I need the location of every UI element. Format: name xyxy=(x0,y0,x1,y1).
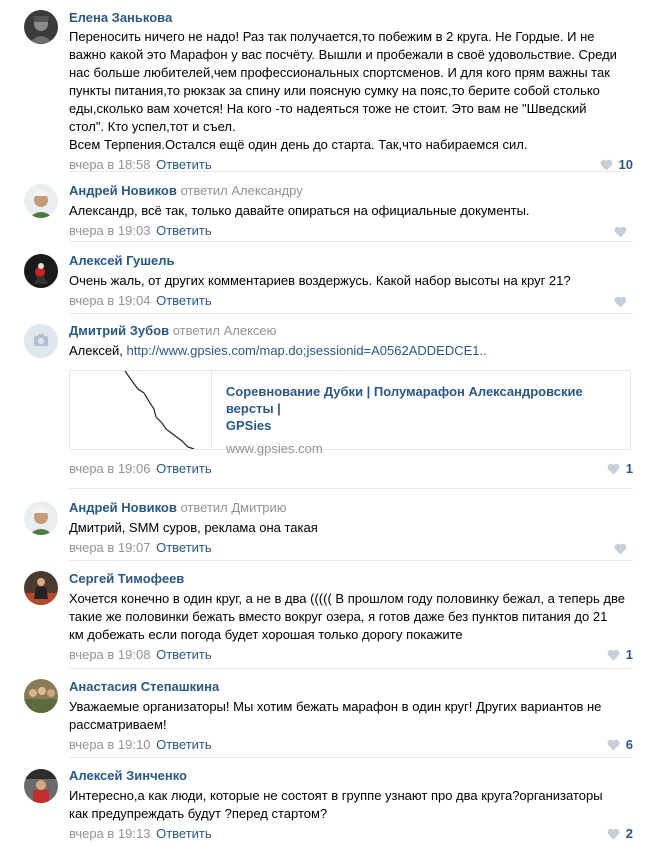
comment-time[interactable]: вчера в 19:03 xyxy=(69,223,151,238)
reply-button[interactable]: Ответить xyxy=(156,737,212,752)
camera-icon xyxy=(24,324,58,358)
comment xyxy=(0,758,657,840)
avatar[interactable] xyxy=(24,501,58,535)
comment-text: Переносить ничего не надо! Раз так получается,то побежим в 2 круга. Не Гордые. И не важно какой это Марафон у вас посчёту. Вышли и пробежали в своё удовольствие. Среди нас больше любителей,чем профессиональных спортсменов. И для кого прям важны так пункты питания,то рюкзак за спину или поясную сумку на пояс,то берите собой столько еды,сколько вам хочется! На кого -то надеяться тоже не стоит. Это вам не "Шведский стол". Кто успел,тот и съел. Всем Терпения.Остался ещё один день до старта. Так,что набираемся сил. xyxy=(69,29,617,152)
like-count: 2 xyxy=(625,826,633,841)
heart-icon xyxy=(600,159,613,171)
reply-button[interactable]: Ответить xyxy=(156,461,212,476)
heart-icon xyxy=(607,828,620,840)
link-card-title[interactable]: Соревнование Дубки | Полумарафон Александровские версты | GPSies xyxy=(225,384,583,433)
comment-time[interactable]: вчера в 19:06 xyxy=(69,461,151,476)
comment-author[interactable]: Дмитрий Зубов xyxy=(69,323,170,338)
like-count: 6 xyxy=(625,737,633,752)
comment-text xyxy=(69,342,633,360)
comment-time[interactable]: вчера в 18:58 xyxy=(69,157,151,172)
link-card-domain: www.gpsies.com xyxy=(225,441,323,456)
route-map-thumbnail xyxy=(70,371,212,449)
like-count: 1 xyxy=(625,461,633,476)
comment xyxy=(0,172,657,242)
avatar[interactable] xyxy=(24,679,58,713)
heart-icon xyxy=(607,739,620,751)
comment-time[interactable]: вчера в 19:08 xyxy=(69,647,151,662)
comment-author[interactable]: Алексей Гушель xyxy=(69,253,175,268)
comment-text: Очень жаль, от других комментариев воздержусь. Какой набор высоты на круг 21? xyxy=(69,273,571,288)
reply-button[interactable]: Ответить xyxy=(156,826,212,841)
heart-icon xyxy=(614,226,627,238)
reply-button[interactable]: Ответить xyxy=(156,293,212,308)
comment xyxy=(0,0,657,172)
like-button[interactable] xyxy=(614,543,633,555)
avatar[interactable] xyxy=(24,10,58,44)
reply-target[interactable]: ответил Александру xyxy=(180,183,303,198)
reply-target[interactable]: ответил Дмитрию xyxy=(180,500,287,515)
comment xyxy=(0,561,657,669)
comment-text: Интересно,а как люди, которые не состоят в группе узнают про два круга?организаторы как предупреждать будут ?перед стартом? xyxy=(69,788,603,821)
comment-link[interactable]: http://www.gpsies.com/map.do;jsessionid=A0562ADDEDCE1.. xyxy=(126,343,487,358)
comment-author[interactable]: Анастасия Степашкина xyxy=(69,679,220,694)
comment-time[interactable]: вчера в 19:04 xyxy=(69,293,151,308)
like-button[interactable] xyxy=(607,736,633,753)
reply-button[interactable]: Ответить xyxy=(156,647,212,662)
comment-time[interactable]: вчера в 19:13 xyxy=(69,826,151,841)
comment-author[interactable]: Андрей Новиков xyxy=(69,183,177,198)
reply-target[interactable]: ответил Алексею xyxy=(172,323,277,338)
reply-button[interactable]: Ответить xyxy=(156,223,212,238)
heart-icon xyxy=(614,296,627,308)
heart-icon xyxy=(614,543,627,555)
heart-icon xyxy=(607,463,620,475)
comment-author[interactable]: Сергей Тимофеев xyxy=(69,571,185,586)
comment xyxy=(0,314,657,489)
like-count: 10 xyxy=(618,157,633,172)
avatar[interactable] xyxy=(24,324,58,358)
link-preview-card[interactable] xyxy=(69,370,631,456)
avatar[interactable] xyxy=(24,254,58,288)
like-button[interactable] xyxy=(614,226,633,238)
heart-icon xyxy=(607,649,620,661)
comment-time[interactable]: вчера в 19:07 xyxy=(69,540,151,555)
avatar[interactable] xyxy=(24,769,58,803)
comment-author[interactable]: Андрей Новиков xyxy=(69,500,177,515)
comment-time[interactable]: вчера в 19:10 xyxy=(69,737,151,752)
comment xyxy=(0,669,657,758)
comment-author[interactable]: Елена Занькова xyxy=(69,10,173,25)
avatar[interactable] xyxy=(24,571,58,605)
like-button[interactable] xyxy=(607,825,633,842)
like-button[interactable] xyxy=(607,646,633,663)
comment xyxy=(0,489,657,561)
comment xyxy=(0,242,657,314)
comment-text-prefix: Алексей, xyxy=(69,343,127,358)
avatar[interactable] xyxy=(24,184,58,218)
reply-button[interactable]: Ответить xyxy=(156,540,212,555)
reply-button[interactable]: Ответить xyxy=(156,157,212,172)
comment-author[interactable]: Алексей Зинченко xyxy=(69,768,187,783)
comment-text: Дмитрий, SMM суров, реклама она такая xyxy=(69,520,318,535)
comment-text: Александр, всё так, только давайте опираться на официальные документы. xyxy=(69,203,530,218)
comment-text: Уважаемые организаторы! Мы хотим бежать марафон в один круг! Других вариантов не рассматриваем! xyxy=(69,699,602,732)
like-button[interactable] xyxy=(614,296,633,308)
like-count: 1 xyxy=(625,647,633,662)
like-button[interactable] xyxy=(607,460,633,477)
comment-text: Хочется конечно в один круг, а не в два ((((( В прошлом году половинку бежал, а теперь две такие же половинки бежать вместо вокруг озера, я готов даже без пунктов питания до 21 км добежать если погода будет хорошая только дорогу покажите xyxy=(69,591,625,642)
